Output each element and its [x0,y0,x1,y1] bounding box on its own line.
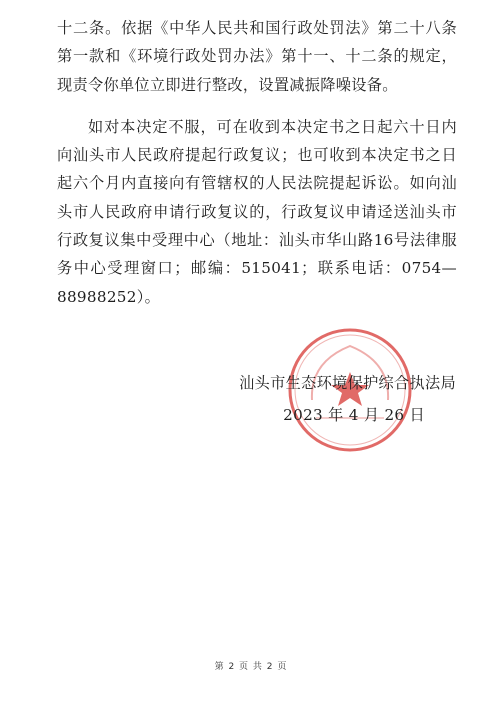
issue-date: 2023 年 4 月 26 日 [283,406,426,424]
paragraph-appeal-rights: 如对本决定不服，可在收到本决定书之日起六十日内向汕头市人民政府提起行政复议；也可收到本决定书之日起六个月内直接向有管辖权的人民法院提起诉讼。如向汕头市人民政府申请行政复议的，行政复议申请迳送汕头市行政复议集中受理中心（地址：汕头市华山路16号法律服务中心受理窗口；邮编：515041；联系电话：0754—88988252）。 [57,117,457,306]
page-footer: 第 2 页 共 2 页 [214,662,288,672]
issuing-organization: 汕头市生态环境保护综合执法局 [239,374,456,392]
paragraph-rectification-order: 十二条。依据《中华人民共和国行政处罚法》第二十八条第一款和《环境行政处罚办法》第十一、十二条的规定，现责令你单位立即进行整改，设置减振降噪设备。 [57,19,457,94]
document-body [57,14,457,311]
